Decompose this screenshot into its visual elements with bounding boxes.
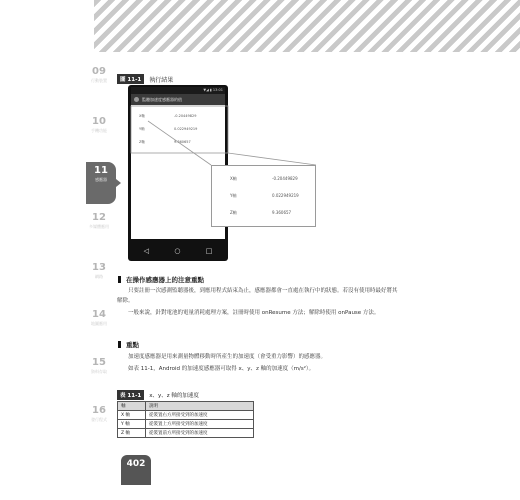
section-heading (118, 340, 139, 349)
chapter-number: 14 (92, 309, 106, 320)
chapter-name: 感應器 (95, 177, 107, 182)
chapter-name: 行動裝置 (91, 78, 107, 83)
heading-marker (118, 341, 121, 348)
figure-caption-text: 執行結果 (149, 76, 174, 84)
z-axis-label: Z軸 (230, 210, 237, 215)
table-row (118, 429, 254, 438)
x-axis-value: -0.20449829 (174, 114, 197, 118)
z-axis-value: 9.360657 (272, 210, 292, 215)
section-title: 重點 (126, 341, 139, 349)
chapter-name: 手機功能 (91, 128, 107, 133)
chapter-name: 資料存取 (91, 369, 107, 374)
chapter-name: 網路 (95, 274, 103, 279)
axis-table (117, 401, 254, 438)
chapter-number: 12 (92, 212, 106, 223)
table-cell: 從裝置右方所接受到的加速度 (146, 411, 254, 420)
heading-marker (118, 276, 121, 283)
chapter-name: 發行程式 (91, 417, 107, 422)
y-axis-value: 0.022949219 (174, 127, 198, 131)
column-header: 軸 (118, 402, 146, 411)
paragraph: 加速度感應器是用來測量物體移動時所產生的加速度（會受重力影響）的感應器。 (128, 354, 327, 360)
chapter-name: 多媒體應用 (89, 224, 109, 229)
chapter-number: 09 (92, 66, 106, 77)
y-axis-value: 0.022949219 (272, 193, 299, 198)
paragraph: 只要註冊一次感測監聽器後，到應用程式結束為止，感應器都會一直處在執行中的狀態。若沒有使用時最好將其解除。 (117, 288, 398, 304)
chapter-number: 10 (92, 116, 106, 127)
table-caption (117, 390, 199, 400)
x-axis-value: -0.20449829 (272, 176, 298, 181)
chapter-number: 16 (92, 405, 106, 416)
paragraph: 如表 11-1，Android 的加速度感應器可取得 x、y、z 軸的加速度（m/s²）。 (128, 366, 315, 372)
page-number: 402 (121, 455, 151, 485)
table-cell: X 軸 (118, 411, 146, 420)
chapter-number: 11 (94, 165, 108, 176)
x-axis-label: X軸 (230, 176, 237, 181)
table-header-row (118, 402, 254, 411)
app-title: 監聽加速度感應器的值 (142, 97, 182, 102)
table-tag: 表 11-1 (117, 390, 144, 400)
column-header: 說明 (146, 402, 254, 411)
table-cell: 從裝置前方所接受到的加速度 (146, 429, 254, 438)
table-cell: Z 軸 (118, 429, 146, 438)
status-bar: ▼◢ ▮ 13:01 (131, 87, 225, 94)
table-row (118, 420, 254, 429)
section-title: 在操作感應器上的注意重點 (126, 276, 204, 284)
paragraph: 一般來說，針對電池的電量消耗處理方案，註冊時使用 onResume 方法；解除時使用 onPause 方法。 (128, 310, 380, 316)
chapter-number: 15 (92, 357, 106, 368)
z-axis-value: 9.360657 (174, 140, 191, 144)
figure-tag: 圖 11-1 (117, 74, 144, 84)
zoomed-values-box (211, 165, 316, 227)
home-icon[interactable]: ○ (174, 246, 181, 255)
table-cell: Y 軸 (118, 420, 146, 429)
table-row (118, 411, 254, 420)
chapter-name: 地圖應用 (91, 321, 107, 326)
y-axis-label: Y軸 (230, 193, 237, 198)
chapter-number: 13 (92, 262, 106, 273)
x-axis-label: X軸 (139, 114, 145, 118)
table-cell: 從裝置上方所接受到的加速度 (146, 420, 254, 429)
section-heading (118, 275, 204, 284)
recent-apps-icon[interactable]: □ (205, 246, 213, 255)
z-axis-label: Z軸 (139, 140, 145, 144)
back-icon[interactable]: ◁ (143, 246, 150, 255)
y-axis-label: Y軸 (139, 127, 145, 131)
table-caption-text: x、y、z 軸的加速度 (149, 393, 199, 399)
